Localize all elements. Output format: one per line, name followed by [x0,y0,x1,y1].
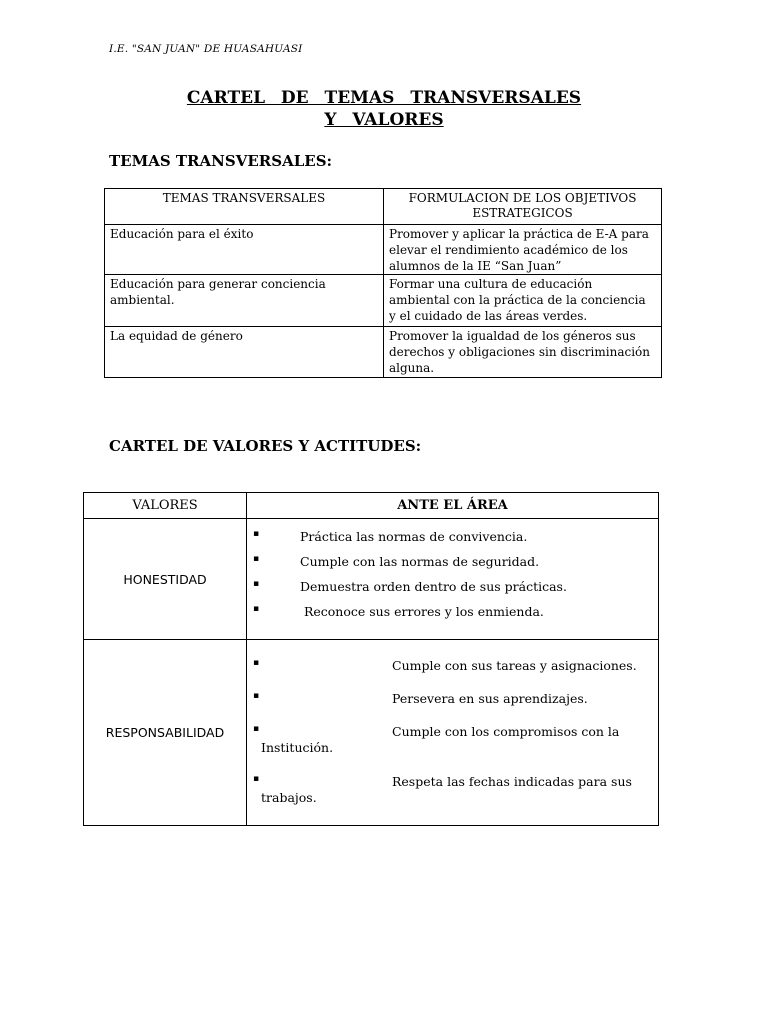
list-item [247,724,658,774]
responsabilidad-items [247,640,659,826]
table2-header-valores: VALORES [84,493,247,519]
list-item-text: Persevera en sus aprendizajes. [392,691,588,706]
list-item-text: Demuestra orden dentro de sus prácticas. [300,579,567,594]
list-item [247,774,658,814]
list-item-text: Reconoce sus errores y los enmienda. [300,604,544,619]
list-item-text: Cumple con los compromisos con la [392,724,620,739]
school-header: I.E. "SAN JUAN" DE HUASAHUASI [109,43,303,55]
section-heading-temas: TEMAS TRANSVERSALES: [109,152,333,170]
list-item [247,554,658,579]
table1-header-objetivos: FORMULACION DE LOS OBJETIVOS ESTRATEGICOS [384,189,662,225]
bullet-icon: ▪ [253,774,260,784]
table-row [105,225,662,275]
objetivo-cell: Promover y aplicar la práctica de E-A para elevar el rendimiento académico de los alumnos de la IE “San Juan” [384,225,662,275]
table-row [105,327,662,378]
temas-transversales-table [104,188,662,378]
tema-cell: Educación para generar conciencia ambiental. [105,275,384,327]
page-title-line1: CARTEL DE TEMAS TRANSVERSALES [186,88,582,108]
tema-cell: La equidad de género [105,327,384,378]
valor-name-responsabilidad: RESPONSABILIDAD [84,640,247,826]
bullet-icon: ▪ [253,529,260,539]
list-item-text: Cumple con sus tareas y asignaciones. [392,658,637,673]
table-row [105,275,662,327]
bullet-icon: ▪ [253,554,260,564]
valor-name-honestidad: HONESTIDAD [84,519,247,640]
table1-header-temas: TEMAS TRANSVERSALES [105,189,384,225]
list-item [247,658,658,691]
objetivo-cell: Promover la igualdad de los géneros sus derechos y obligaciones sin discriminación alguna. [384,327,662,378]
list-item-text: Cumple con las normas de seguridad. [300,554,540,569]
table2-header-area [247,493,659,519]
table2-header-area-label: ANTE EL ÁREA [397,498,508,513]
bullet-icon: ▪ [253,658,260,668]
table-row [84,640,659,826]
list-item-text: Práctica las normas de convivencia. [300,529,528,544]
objetivo-cell: Formar una cultura de educación ambiental con la práctica de la conciencia y el cuidado de las áreas verdes. [384,275,662,327]
valores-actitudes-table [83,492,659,826]
bullet-icon: ▪ [253,691,260,701]
list-item-text: Respeta las fechas indicadas para sus [392,774,632,789]
list-item [247,519,658,554]
list-item [247,579,658,604]
list-item [247,691,658,724]
honestidad-items [247,519,659,640]
section-heading-valores: CARTEL DE VALORES Y ACTITUDES: [109,437,422,455]
bullet-icon: ▪ [253,604,260,614]
tema-cell: Educación para el éxito [105,225,384,275]
list-item-continuation: Institución. [261,740,334,755]
table-row [84,519,659,640]
bullet-icon: ▪ [253,724,260,734]
page-title-line2: Y VALORES [324,110,444,130]
list-item [247,604,658,629]
bullet-icon: ▪ [253,579,260,589]
list-item-continuation: trabajos. [261,790,317,805]
